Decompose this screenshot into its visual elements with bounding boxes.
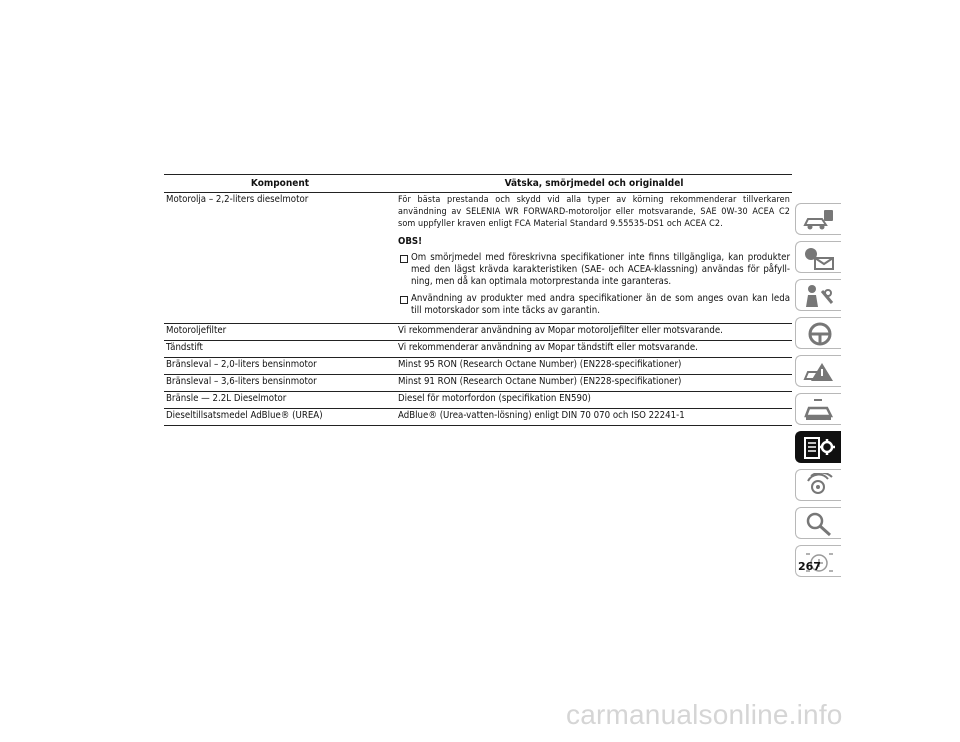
engine-oil-component: Motorolja – 2,2-liters dieselmotor	[166, 194, 309, 205]
tab-technical-specs[interactable]	[795, 431, 841, 463]
steering-wheel-icon	[802, 321, 836, 347]
row-component: Motoroljefilter	[166, 325, 227, 336]
note-bullet-text: Användning av produkter med andra specifikationer än de som anges ovan kan leda till motorskador som inte täcks av garantin.	[411, 293, 790, 316]
engine-oil-details	[396, 193, 792, 323]
table-header-row	[164, 175, 792, 192]
row-value: Vi rekommenderar användning av Mopar motoroljefilter eller motsvarande.	[398, 325, 723, 336]
row-component: Bränsleval – 2,0-liters bensinmotor	[166, 359, 317, 370]
table-row	[164, 340, 792, 357]
engine-oil-text: För bästa prestanda och skydd vid alla typer av körning rekommenderar tillverkaren användning av SELENIA WR FORWARD-motoroljor eller motsvarande, SAE 0W-30 ACEA C2 som uppfyller kraven enligt FCA Material Standard 9.55535-DS1 och ACEA C2.	[398, 195, 790, 229]
table-row	[164, 391, 792, 408]
table-row	[164, 323, 792, 340]
checkbox-bullet-icon	[400, 255, 408, 263]
safety-icon	[802, 283, 836, 309]
multimedia-icon	[802, 473, 836, 499]
technical-specs-icon	[802, 435, 836, 461]
table-row	[164, 374, 792, 391]
header-component: Komponent	[250, 177, 310, 189]
tab-multimedia[interactable]	[795, 469, 841, 501]
car-info-icon	[802, 207, 836, 233]
note-bullet	[398, 252, 790, 288]
tab-emergency[interactable]	[795, 355, 841, 387]
note-bullet	[398, 293, 790, 317]
row-component: Dieseltillsatsmedel AdBlue® (UREA)	[166, 410, 323, 421]
table-row	[164, 357, 792, 374]
table-row-engine-oil	[164, 192, 792, 323]
service-icon	[802, 397, 836, 423]
tab-safety[interactable]	[795, 279, 841, 311]
row-value: Minst 95 RON (Research Octane Number) (EN228-specifikationer)	[398, 359, 682, 370]
checkbox-bullet-icon	[400, 296, 408, 304]
table-row	[164, 408, 792, 425]
row-value: Diesel för motorfordon (specifikation EN590)	[398, 393, 591, 404]
warning-lights-icon	[802, 245, 836, 271]
note-label: OBS!	[398, 236, 423, 247]
row-value: Vi rekommenderar användning av Mopar tändstift eller motsvarande.	[398, 342, 698, 353]
watermark: carmanualsonline.info	[566, 699, 843, 730]
index-search-icon	[802, 511, 836, 537]
chapter-tabs	[795, 203, 841, 583]
specifications-table	[164, 174, 792, 426]
row-value: AdBlue® (Urea-vatten-lösning) enligt DIN 70 070 och ISO 22241-1	[398, 410, 685, 421]
page-number: 267	[798, 560, 821, 573]
row-value: Minst 91 RON (Research Octane Number) (EN228-specifikationer)	[398, 376, 682, 387]
row-component: Bränsleval – 3,6-liters bensinmotor	[166, 376, 317, 387]
row-component: Bränsle — 2.2L Dieselmotor	[166, 393, 287, 404]
header-fluid: Vätska, smörjmedel och originaldel	[504, 177, 684, 189]
note-bullet-text: Om smörjmedel med föreskrivna specifikationer inte finns tillgängliga, kan produkter med den lägst krävda karakteristiken (SAE- och ACEA-klassning) användas för påfyllning, men då kan optimala motorprestanda inte garanteras.	[411, 252, 790, 287]
tab-index[interactable]	[795, 507, 841, 539]
tab-service[interactable]	[795, 393, 841, 425]
row-component: Tändstift	[166, 342, 203, 353]
tab-car-info[interactable]	[795, 203, 841, 235]
tab-warning-lights[interactable]	[795, 241, 841, 273]
tab-steering[interactable]	[795, 317, 841, 349]
emergency-icon	[802, 359, 836, 385]
